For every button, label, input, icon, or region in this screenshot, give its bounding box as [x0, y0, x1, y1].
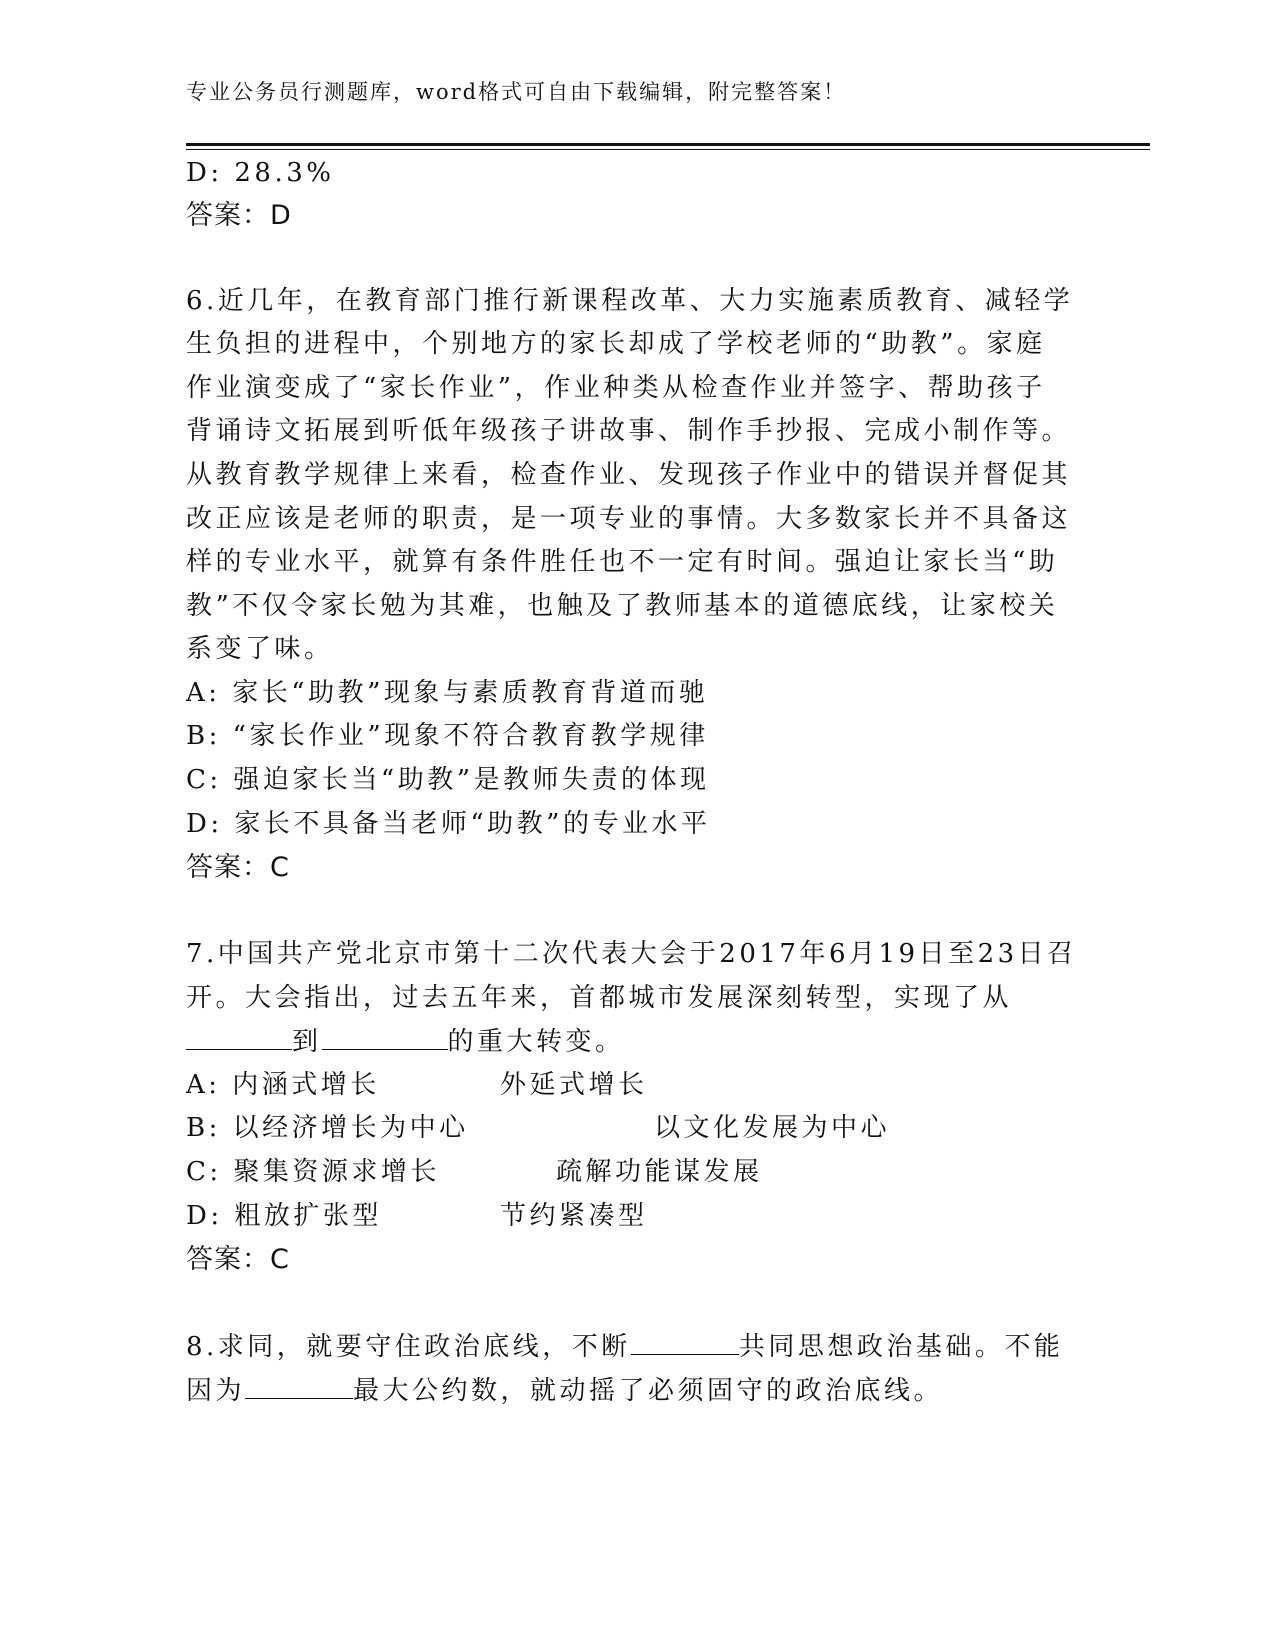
- q6-stem-line: 改正应该是老师的职责，是一项专业的事情。大多数家长并不具备这: [186, 504, 1072, 534]
- page-header: 专业公务员行测题库，word格式可自由下载编辑，附完整答案！: [186, 80, 847, 104]
- q8-line2-end: 最大公约数，就动摇了必须固守的政治底线。: [353, 1376, 944, 1406]
- q6-stem-line: 生负担的进程中，个别地方的家长却成了学校老师的“助教”。家庭: [186, 329, 1046, 359]
- fill-blank: [322, 1025, 448, 1050]
- q6-stem-line: 样的专业水平，就算有条件胜任也不一定有时间。强迫让家长当“助: [186, 547, 1059, 577]
- q6-option-b: B: “家长作业”现象不符合教育教学规律: [186, 721, 709, 751]
- q7-option-c-first: C: 聚集资源求增长: [186, 1157, 440, 1187]
- q8-stem-line: [186, 1330, 1063, 1363]
- q7-option-c-second: 疏解功能谋发展: [556, 1157, 763, 1187]
- q6-option-d: D: 家长不具备当老师“助教”的专业水平: [186, 809, 711, 839]
- q8-line1-start: 8.求同，就要守住政治底线，不断: [186, 1332, 631, 1362]
- q7-stem-line-blanks: [186, 1025, 625, 1058]
- q6-stem-line: 作业演变成了“家长作业”，作业种类从检查作业并签字、帮助孩子: [186, 373, 1046, 403]
- q7-option-c: [186, 1156, 763, 1188]
- header-rule-thin: [186, 149, 1150, 150]
- q7-option-d-first: D: 粗放扩张型: [186, 1201, 382, 1231]
- q8-stem-line: [186, 1374, 943, 1407]
- q7-stem-to: 到: [292, 1027, 322, 1057]
- q6-answer: 答案：C: [186, 852, 290, 883]
- q6-stem-line: 背诵诗文拓展到听低年级孩子讲故事、制作手抄报、完成小制作等。: [186, 416, 1072, 446]
- fill-blank: [245, 1374, 353, 1399]
- q7-option-d: [186, 1200, 648, 1232]
- q6-option-c: C: 强迫家长当“助教”是教师失责的体现: [186, 765, 710, 795]
- q8-line2-start: 因为: [186, 1376, 246, 1406]
- q6-stem-line: 教”不仅令家长勉为其难，也触及了教师基本的道德底线，让家校关: [186, 591, 1059, 621]
- q8-line1-end: 共同思想政治基础。不能: [738, 1332, 1064, 1362]
- q7-option-b-second: 以文化发展为中心: [654, 1113, 891, 1143]
- q7-option-a-second: 外延式增长: [500, 1070, 648, 1100]
- q6-stem-line: 从教育教学规律上来看，检查作业、发现孩子作业中的错误并督促其: [186, 460, 1072, 490]
- q6-stem-line: 系变了味。: [186, 634, 334, 664]
- q7-stem-line: 开。大会指出，过去五年来，首都城市发展深刻转型，实现了从: [186, 983, 1013, 1013]
- q7-option-d-second: 节约紧凑型: [500, 1201, 648, 1231]
- fill-blank: [186, 1025, 292, 1050]
- q7-option-b-first: B: 以经济增长为中心: [186, 1113, 469, 1143]
- q7-option-a: [186, 1069, 648, 1101]
- fill-blank: [631, 1330, 739, 1355]
- q6-stem-line: 6.近几年，在教育部门推行新课程改革、大力实施素质教育、减轻学: [186, 286, 1074, 316]
- q7-answer: 答案：C: [186, 1244, 290, 1275]
- header-rule-thick: [186, 143, 1150, 146]
- q7-stem-end: 的重大转变。: [447, 1027, 625, 1057]
- q7-stem-line: 7.中国共产党北京市第十二次代表大会于2017年6月19日至23日召: [186, 939, 1077, 969]
- q7-option-a-first: A: 内涵式增长: [186, 1070, 380, 1100]
- q5-answer: 答案：D: [186, 200, 292, 231]
- q6-option-a: A: 家长“助教”现象与素质教育背道而驰: [186, 678, 709, 708]
- q7-option-b: [186, 1112, 891, 1144]
- q5-option-d: D: 28.3%: [186, 158, 335, 188]
